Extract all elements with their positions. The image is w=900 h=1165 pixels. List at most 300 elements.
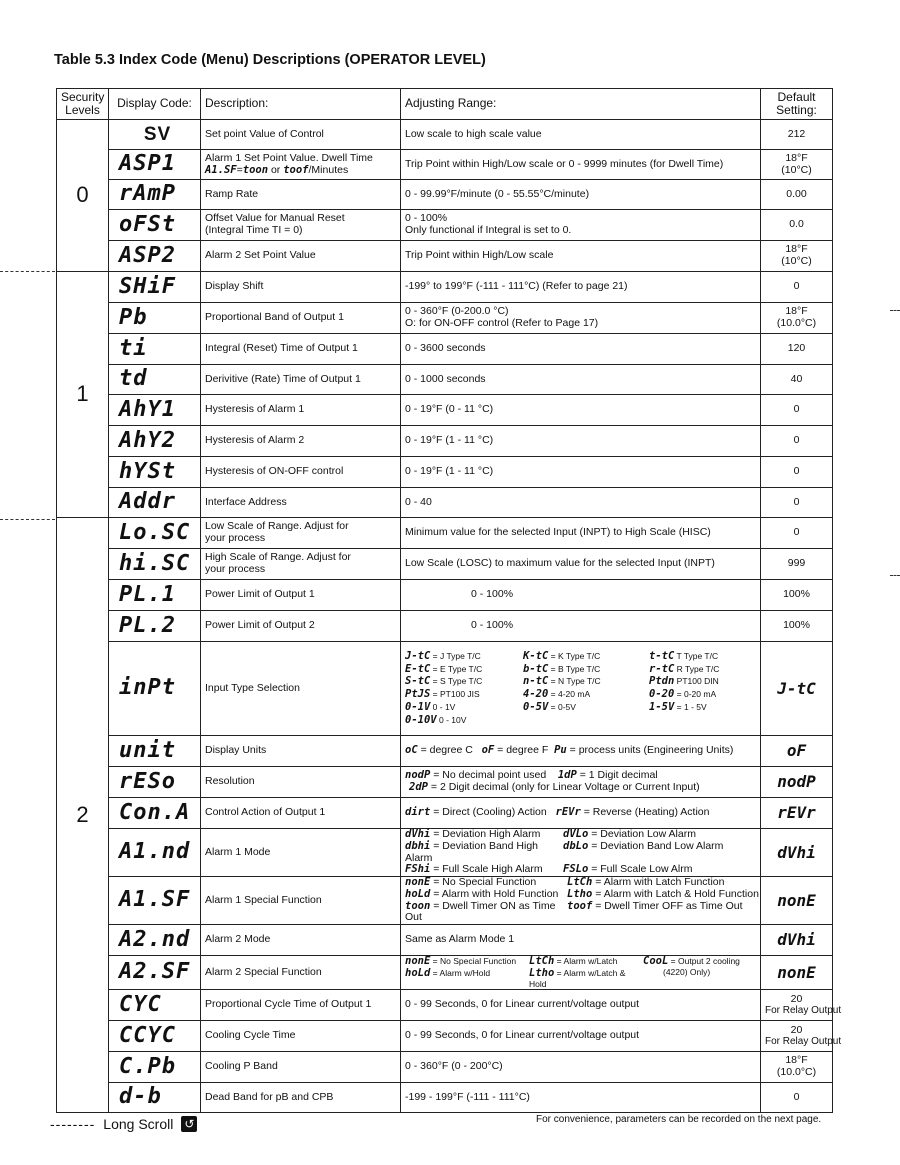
display-code: A1.nd [109,829,201,877]
default-line: 20 [790,992,803,1005]
seg-code: Pu [554,744,567,757]
table-row [57,272,833,303]
table-row [57,210,833,241]
description [201,210,401,241]
alarm2-special-options [405,956,756,989]
option-text: = No Special Function [432,956,517,966]
description [201,518,401,549]
default-setting: 0 [761,426,833,457]
description: Control Action of Output 1 [201,798,401,829]
adjusting-range: -199 - 199°F (-111 - 111°C) [401,1083,761,1113]
display-code: CYC [109,990,201,1021]
adjusting-range: Minimum value for the selected Input (INPT) to High Scale (HISC) [401,518,761,549]
default-setting: 0 [761,1083,833,1113]
adjusting-range: 0 - 40 [401,488,761,518]
option-item [567,901,761,925]
seg-code: nonE [405,876,431,888]
table-header [57,89,833,120]
default-line: 18°F [785,305,808,318]
option-text: = E Type T/C [432,663,483,674]
adjusting-range: 0 - 100% [401,611,761,642]
description: Alarm 2 Mode [201,925,401,956]
table-row [57,925,833,956]
display-code: oFSt [109,210,201,241]
option-item [405,651,523,663]
seg-code: oC [405,744,418,757]
seg-code: nonE [405,955,431,967]
table-row [57,1083,833,1113]
default-setting: dVhi [761,925,833,956]
option-text: = Alarm with Latch Function [595,876,725,888]
table-row [57,767,833,798]
default-setting: nodP [761,767,833,798]
seg-code: 0-20 [649,688,675,700]
seg-code: Ptdn [649,675,675,688]
option-text: = Deviation High Alarm [433,828,541,840]
adjusting-range: Trip Point within High/Low scale [401,241,761,272]
adjusting-range [401,798,761,829]
display-code: d-b [109,1083,201,1113]
option-text: = 4-20 mA [550,689,591,699]
option-item [405,664,523,676]
default-setting [761,990,842,1021]
default-setting [761,1021,842,1052]
seg-code: 0-1V [405,700,431,713]
option-text: = J Type T/C [432,650,481,661]
header-display: Display Code: [109,89,201,120]
option-text: = 0-20 mA [676,689,717,699]
option-text: = Dwell Timer OFF as Time Out [595,899,743,912]
seg-code: LtCh [567,876,593,888]
default-setting [761,241,833,272]
description: Hysteresis of Alarm 1 [201,395,401,426]
default-setting: nonE [761,956,833,990]
display-code: SHiF [109,272,201,303]
option-text: = Direct (Cooling) Action [433,806,547,819]
description: Alarm 2 Special Function [201,956,401,990]
display-code: Lo.SC [109,518,201,549]
description: Proportional Band of Output 1 [201,303,401,334]
level-divider [890,310,900,311]
seg-code: oF [481,744,495,757]
display-code: Addr [109,488,201,518]
option-text: = No decimal point used [433,769,547,782]
security-level: 1 [57,272,109,518]
option-item [523,689,649,701]
default-setting: 0 [761,457,833,488]
seg-code: b-tC [523,662,549,675]
default-setting: 999 [761,549,833,580]
option-text: = 1 - 5V [676,701,707,712]
table-row [57,1021,833,1052]
seg-code: A1.SF [205,163,237,176]
table-row [57,1052,833,1083]
description-line: your process [205,563,266,575]
adjusting-range [401,736,761,767]
option-text: R Type T/C [676,663,720,674]
description-line: High Scale of Range. Adjust for [205,551,351,564]
adjusting-range [401,956,761,990]
adjusting-range: 0 - 99 Seconds, 0 for Linear current/voltage output [401,1021,761,1052]
table-row [57,457,833,488]
display-code: C.Pb [109,1052,201,1083]
option-item [405,901,567,925]
description [201,549,401,580]
description-line: (Integral Time TI = 0) [205,224,303,236]
default-setting: 0.00 [761,180,833,210]
seg-code: S-tC [405,675,431,688]
description [201,150,401,180]
display-code: ti [109,334,201,365]
seg-code: dirt [405,806,431,819]
default-setting: 100% [761,580,833,611]
description-text: = [236,163,243,176]
table-row [57,426,833,457]
seg-code: n-tC [523,675,549,688]
level-divider [0,519,55,520]
default-setting [761,150,833,180]
option-text: = B Type T/C [550,663,601,674]
display-code: Pb [109,303,201,334]
display-code: hYSt [109,457,201,488]
header-description: Description: [201,89,401,120]
option-text: = S Type T/C [432,676,483,687]
adjusting-range: Low scale to high scale value [401,120,761,150]
option-text: = Alarm w/Latch [556,956,618,966]
footnote: For convenience, parameters can be recorded on the next page. [536,1114,822,1125]
seg-code: dVLo [563,828,589,840]
description: Integral (Reset) Time of Output 1 [201,334,401,365]
seg-code: dbhi [405,839,431,852]
table-row [57,241,833,272]
table-row [57,736,833,767]
option-item [649,651,749,663]
display-code: ASP2 [109,241,201,272]
description: Interface Address [201,488,401,518]
index-code-table [56,88,842,1113]
default-line: 18°F [785,151,808,164]
display-code: unit [109,736,201,767]
default-setting: 0 [761,488,833,518]
display-code: rAmP [109,180,201,210]
scroll-icon: ↺ [181,1116,197,1132]
description: Hysteresis of ON-OFF control [201,457,401,488]
option-text: 0 - 1V [432,701,456,712]
seg-code: LtCh [529,955,555,967]
range-line: Only functional if Integral is set to 0. [405,224,572,236]
seg-code: toon [405,899,431,912]
adjusting-range: 0 - 19°F (0 - 11 °C) [401,395,761,426]
seg-code: nodP [405,769,431,782]
adjusting-range: -199° to 199°F (-111 - 111°C) (Refer to page 21) [401,272,761,303]
option-item [523,651,649,663]
option-item [649,664,749,676]
adjusting-range: 0 - 99 Seconds, 0 for Linear current/voltage output [401,990,761,1021]
option-text: 0 - 10V [438,714,467,725]
description: Derivitive (Rate) Time of Output 1 [201,365,401,395]
seg-code: K-tC [523,649,549,662]
display-code: A2.SF [109,956,201,990]
option-text: = 2 Digit decimal (only for Linear Voltage or Current Input) [430,781,700,793]
default-setting: oF [761,736,833,767]
seg-code: 1-5V [649,700,675,713]
seg-code: r-tC [649,662,675,675]
table-row [57,303,833,334]
description-text: or [268,163,284,176]
description-line [205,165,396,177]
option-text: = Reverse (Heating) Action [583,806,710,819]
long-scroll-legend [50,1116,197,1132]
table-row [57,518,833,549]
seg-code: toof [283,163,309,176]
description: Proportional Cycle Time of Output 1 [201,990,401,1021]
table-row [57,395,833,426]
dash-legend: -------- [50,1116,96,1132]
option-item [649,689,749,701]
table-row [57,956,833,990]
default-line: For Relay Output [765,1036,842,1048]
range-line: 0 - 100% [405,212,448,225]
option-item [405,702,523,714]
adjusting-range: 0 - 19°F (1 - 11 °C) [401,426,761,457]
header-range: Adjusting Range: [401,89,761,120]
option-text: = Deviation Low Alarm [591,828,696,840]
display-code: A1.SF [109,877,201,925]
seg-code: toon [242,163,269,176]
display-code: td [109,365,201,395]
default-setting: J-tC [761,642,833,736]
option-text: = Output 2 cooling [670,956,740,966]
description-line: Low Scale of Range. Adjust for [205,520,349,533]
adjusting-range [401,642,761,736]
adjusting-range: 0 - 1000 seconds [401,365,761,395]
option-item [529,968,643,989]
adjusting-range [401,767,761,798]
seg-code: 0-5V [523,700,549,713]
range-line: O: for ON-OFF control (Refer to Page 17) [405,317,599,329]
seg-code: PtJS [405,688,431,700]
seg-code: FSLo [563,863,589,876]
adjusting-range [401,829,761,877]
option-text: = degree F [497,744,549,757]
option-item [405,689,523,701]
adjusting-range: Same as Alarm Mode 1 [401,925,761,956]
default-line: (10°C) [781,163,812,176]
default-setting: 100% [761,611,833,642]
display-code: PL.2 [109,611,201,642]
default-setting: 0 [761,272,833,303]
option-text: = K Type T/C [550,650,601,661]
display-code: ASP1 [109,150,201,180]
option-item [523,702,649,714]
level-divider [0,271,55,272]
security-level: 2 [57,518,109,1113]
table-row [57,150,833,180]
default-setting: 40 [761,365,833,395]
display-code: AhY2 [109,426,201,457]
table-row [57,334,833,365]
option-text: = Deviation Band High Alarm [405,839,538,864]
seg-code: E-tC [405,662,431,675]
option-item [649,676,749,688]
description-line: Offset Value for Manual Reset [205,212,345,225]
default-setting: 120 [761,334,833,365]
default-setting: rEVr [761,798,833,829]
description: Input Type Selection [201,642,401,736]
seg-code: dbLo [563,839,589,852]
default-setting: dVhi [761,829,833,877]
display-code: CCYC [109,1021,201,1052]
default-setting [761,303,833,334]
seg-code: 1dP [557,769,577,782]
table-row [57,365,833,395]
description: Display Units [201,736,401,767]
description: Power Limit of Output 1 [201,580,401,611]
table-row [57,120,833,150]
option-line [405,782,756,794]
option-item [643,968,763,989]
display-code: SV [109,120,201,150]
seg-code: J-tC [405,649,431,662]
description: Cooling P Band [201,1052,401,1083]
adjusting-range: 0 - 99.99°F/minute (0 - 55.55°C/minute) [401,180,761,210]
option-text: = Alarm with Latch & Hold Function [595,887,759,900]
default-setting: nonE [761,877,833,925]
default-line: 18°F [785,1054,808,1067]
option-item [405,968,529,989]
option-text: = Full Scale High Alarm [433,863,543,876]
option-text: = Deviation Band Low Alarm [591,839,724,852]
adjusting-range: Trip Point within High/Low scale or 0 - 9999 minutes (for Dwell Time) [401,150,761,180]
seg-code: rEVr [555,806,581,819]
option-text: = process units (Engineering Units) [569,744,734,757]
option-text: = Alarm w/Hold [432,967,491,978]
seg-code: Ltho [529,966,555,979]
page-title: Table 5.3 Index Code (Menu) Descriptions (OPERATOR LEVEL) [54,52,486,68]
display-code: Con.A [109,798,201,829]
adjusting-range: 0 - 3600 seconds [401,334,761,365]
seg-code: 0-10V [405,713,437,726]
table-row [57,180,833,210]
default-setting [761,1052,833,1083]
display-code: AhY1 [109,395,201,426]
default-line: (10.0°C) [776,1066,817,1079]
option-item [523,664,649,676]
description: Dead Band for pB and CPB [201,1083,401,1113]
table-row [57,877,833,925]
display-code: PL.1 [109,580,201,611]
table-row [57,642,833,736]
option-text: = Full Scale Low Alrm [591,863,693,876]
default-setting: 0 [761,395,833,426]
option-text: = 1 Digit decimal [579,769,658,782]
table-row [57,798,833,829]
seg-code: Ltho [567,887,593,900]
default-line: 18°F [785,243,808,256]
description: Alarm 1 Mode [201,829,401,877]
seg-code: hoLd [405,966,431,979]
description-text: /Minutes [308,163,349,176]
default-setting: 0.0 [761,210,833,241]
default-setting: 212 [761,120,833,150]
alarm-mode-options [405,829,756,876]
display-code: hi.SC [109,549,201,580]
option-text: = Dwell Timer ON as Time Out [405,899,556,924]
option-text: = Alarm w/Latch & Hold [529,967,626,989]
default-setting: 0 [761,518,833,549]
option-text: T Type T/C [676,650,719,661]
range-line: 0 - 360°F (0-200.0 °C) [405,305,509,318]
description: Alarm 2 Set Point Value [201,241,401,272]
legend-label: Long Scroll [103,1116,174,1132]
seg-code: toof [567,899,593,912]
option-text: = PT100 JIS [432,689,480,699]
input-type-options [405,651,756,727]
table-row [57,990,833,1021]
option-item [405,841,563,865]
default-line: 20 [790,1023,803,1036]
description: Set point Value of Control [201,120,401,150]
option-item [405,676,523,688]
header-security: Security Levels [57,89,109,120]
display-code: inPt [109,642,201,736]
option-item [523,676,649,688]
seg-code: 2dP [409,781,428,793]
header-default: Default Setting: [761,89,833,120]
display-code: A2.nd [109,925,201,956]
option-item [649,702,749,714]
table-row [57,549,833,580]
seg-code: t-tC [649,649,675,662]
description: Cooling Cycle Time [201,1021,401,1052]
security-level: 0 [57,120,109,272]
table-row [57,580,833,611]
default-line: (10.0°C) [776,317,817,329]
description-line: Alarm 1 Set Point Value. Dwell Time [205,151,373,164]
table-row [57,611,833,642]
description: Power Limit of Output 2 [201,611,401,642]
option-text: = N Type T/C [550,676,601,687]
adjusting-range [401,210,761,241]
default-line: (10°C) [781,255,812,267]
option-item [563,841,753,865]
display-code: rESo [109,767,201,798]
seg-code: 4-20 [523,688,549,700]
level-divider [890,575,900,576]
adjusting-range: 0 - 100% [401,580,761,611]
adjusting-range: 0 - 360°F (0 - 200°C) [401,1052,761,1083]
description: Ramp Rate [201,180,401,210]
description-line: your process [205,532,266,544]
seg-code: hoLd [405,887,431,900]
seg-code: dVhi [405,828,431,840]
option-item [405,715,523,727]
option-item [563,864,753,876]
description: Resolution [201,767,401,798]
description: Display Shift [201,272,401,303]
option-item [405,864,563,876]
table-row [57,829,833,877]
seg-code: CooL [643,955,669,967]
adjusting-range: Low Scale (LOSC) to maximum value for the selected Input (INPT) [401,549,761,580]
table-row [57,488,833,518]
seg-code: FShi [405,863,431,876]
option-text: (4220) Only) [663,966,711,977]
adjusting-range [401,303,761,334]
description: Alarm 1 Special Function [201,877,401,925]
option-text: PT100 DIN [676,676,719,687]
alarm-special-options [405,876,759,924]
